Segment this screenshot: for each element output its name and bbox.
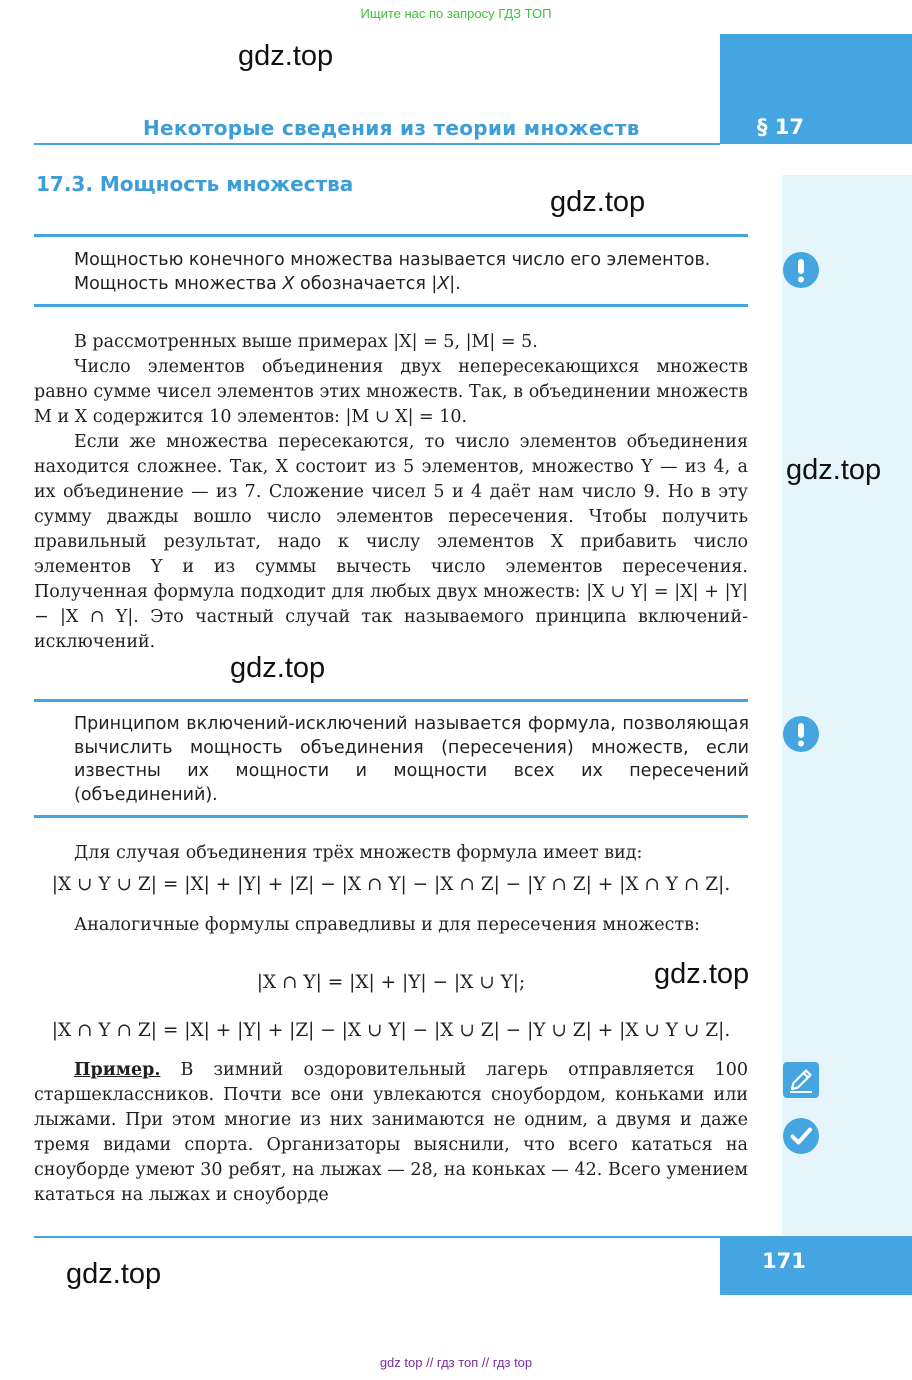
page-number: 171 xyxy=(762,1249,806,1273)
body-text-block-1 xyxy=(34,330,748,655)
paragraph xyxy=(34,1058,748,1208)
math-notation: |X| xyxy=(431,273,456,294)
math-variable: X xyxy=(282,273,295,294)
definition-box-2: Принципом включений-исключений называется формула, позволяющая вычислить мощность объединения (пересечения) множеств, если известны их мощности и мощности всех их пересечений (объединений). xyxy=(74,714,749,805)
watermark: gdz.top xyxy=(230,652,326,684)
definition-bottom-rule xyxy=(34,815,748,818)
checkmark-icon xyxy=(783,1118,819,1154)
paragraph-number: § 17 xyxy=(757,115,805,139)
exclamation-icon xyxy=(783,716,819,752)
formula-intro xyxy=(34,841,748,866)
example-block xyxy=(34,1058,748,1208)
watermark: gdz.top xyxy=(238,40,334,72)
top-banner[interactable]: Ищите нас по запросу ГДЗ ТОП xyxy=(360,6,552,21)
bottom-banner[interactable]: gdz top // гдз топ // гдз top xyxy=(379,1355,533,1370)
example-text: В зимний оздоровительный лагерь отправляется 100 старшеклассников. Почти все они увлекаются сноубордом, коньками или лыжами. При этом многие из них занимаются не одним, а двумя и даже тремя видами спорта. Организаторы выяснили, что всего кататься на сноуборде умеют 30 ребят, на лыжах — 28, на коньках — 42. Всего умением кататься на лыжах и сноуборде xyxy=(34,1060,748,1205)
pencil-icon xyxy=(783,1062,819,1098)
formula-analog-text xyxy=(34,913,748,938)
definition-text: . xyxy=(455,273,461,294)
definition-bottom-rule xyxy=(34,304,748,307)
definition-text: Мощность множества xyxy=(74,273,283,294)
watermark: gdz.top xyxy=(786,454,882,486)
formula-intersection-three: |X ∩ Y ∩ Z| = |X| + |Y| + |Z| − |X ∪ Y| − |X ∪ Z| − |Y ∪ Z| + |X ∪ Y ∪ Z|. xyxy=(51,1020,731,1041)
section-title: 17.3. Мощность множества xyxy=(36,172,354,196)
formula-union-three: |X ∪ Y ∪ Z| = |X| + |Y| + |Z| − |X ∩ Y| − |X ∩ Z| − |Y ∩ Z| + |X ∩ Y ∩ Z|. xyxy=(51,874,731,895)
footer-divider xyxy=(34,1236,720,1238)
watermark: gdz.top xyxy=(550,186,646,218)
definition-line: Мощностью конечного множества называется число его элементов. xyxy=(74,250,711,270)
watermark: gdz.top xyxy=(654,958,750,990)
header-blue-tab xyxy=(720,34,912,144)
example-label: Пример. xyxy=(74,1060,161,1080)
definition-line xyxy=(74,273,749,297)
definition-top-rule xyxy=(34,699,748,702)
paragraph: Число элементов объединения двух непересекающихся множеств равно сумме чисел элементов этих множеств. Так, в объединении множеств M и X содержится 10 элементов: |M ∪ X| = 10. xyxy=(34,357,748,427)
footer-blue-tab xyxy=(720,1236,912,1295)
exclamation-icon xyxy=(783,252,819,288)
definition-text: обозначается xyxy=(294,273,432,294)
header-divider xyxy=(34,143,720,145)
definition-box-1 xyxy=(74,249,749,296)
chapter-header-title: Некоторые сведения из теории множеств xyxy=(143,116,640,140)
formula-intersection-two: |X ∩ Y| = |X| + |Y| − |X ∪ Y|; xyxy=(256,972,526,993)
watermark: gdz.top xyxy=(66,1258,162,1290)
definition-top-rule xyxy=(34,234,748,237)
paragraph: Аналогичные формулы справедливы и для пересечения множеств: xyxy=(74,915,700,935)
paragraph: Для случая объединения трёх множеств формула имеет вид: xyxy=(74,843,643,863)
paragraph: В рассмотренных выше примерах |X| = 5, |M| = 5. xyxy=(74,332,538,352)
paragraph: Если же множества пересекаются, то число элементов объединения находится сложнее. Так, X состоит из 5 элементов, множество Y — из 4, а их объединение — из 7. Сложение чисел 5 и 4 даёт нам число 9. Но в эту сумму дважды вошло число элементов пересечения. Чтобы получить правильный результат, надо к числу элементов X прибавить число элементов Y и из суммы вычесть число элементов пересечения. Полученная формула подходит для любых двух множеств: |X ∪ Y| = |X| + |Y| − |X ∩ Y|. Это частный случай так называемого принципа включений-исключений. xyxy=(34,432,748,652)
